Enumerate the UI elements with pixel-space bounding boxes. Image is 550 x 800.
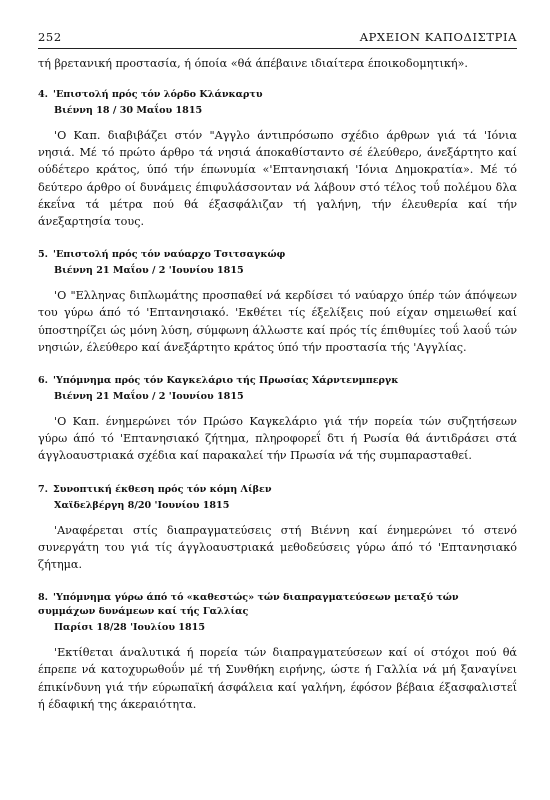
running-title: ΑΡΧΕΙΟΝ ΚΑΠΟΔΙΣΤΡΙΑ xyxy=(359,30,517,44)
entry-body: 'Ο Καπ. ένημερώνει τόν Πρώσο Καγκελάριο γιά τήν πορεία τών συζητήσεων γύρω άπό τό 'Επτανησιακό ζήτημα, πληροφορεΐ δτι ή Ρωσία θά άντιδράσει στά άγγλοαυστριακά σχέδια καί παρακαλεί τήν Πρωσία νά τής συμπαρασταθεί. xyxy=(38,415,517,463)
entry-title xyxy=(38,483,517,497)
entry-title-text: 'Επιστολή πρός τόν λόρδο Κλάνκαρτυ xyxy=(53,89,263,100)
entry-5 xyxy=(38,248,517,356)
entry-title-text: Συνοπτική έκθεση πρός τόν κόμη Λίβεν xyxy=(53,483,272,495)
page-number: 252 xyxy=(38,30,62,44)
entry-6 xyxy=(38,374,517,465)
entry-body: 'Ο Καπ. διαβιβάζει στόν "Αγγλο άντιπρόσωπο σχέδιο άρθρων γιά τά 'Ιόνια νησιά. Μέ τό πρώτο άρθρο τά νησιά άποκαθίσταντο σέ έλεύθερο, άνεξάρτητο καί ούδέτερο κράτος, ύπό τήν έπωνυμία «'Επτανησιακή 'Ιόνια Δημοκρατία». Μέ τό δεύτερο άρθρο οί δυνάμεις έπιφυλάσσονταν νά λάβουν στό τέλος τοΰ πολέμου δλα έκεΐνα τά μέτρα πού θά έξασφάλιζαν τή γαλήνη, τήν έλευθερία καί τήν άνεξαρτησία τους. xyxy=(38,129,517,229)
entry-place-date: Παρίσι 18/28 'Ιουλίου 1815 xyxy=(54,622,206,634)
entry-place-date: Βιέννη 21 Μαΐου / 2 'Ιουνίου 1815 xyxy=(54,391,244,403)
entry-number: 8. xyxy=(38,592,49,604)
entry-number: 7. xyxy=(38,483,49,495)
entry-title xyxy=(38,374,517,388)
entry-place-date: Βιέννη 18 / 30 Μαΐου 1815 xyxy=(54,105,203,116)
entry-number: 4. xyxy=(38,89,49,100)
entry-body: 'Αναφέρεται στίς διαπραγματεύσεις στή Βιέννη καί ένημερώνει τό στενό συνεργάτη του γιά τίς άγγλοαυστριακά μεθοδεύσεις γύρω άπό τό 'Επτανησιακό ζήτημα. xyxy=(38,523,517,572)
entry-title xyxy=(38,248,517,262)
entry-body: 'Ο "Ελληνας διπλωμάτης προσπαθεί νά κερδίσει τό ναύαρχο ύπέρ τών άπόψεων του γύρω άπό τό 'Επτανησιακό. 'Εκθέτει τίς έξελίξεις πού είχαν σημειωθεί καί ύποστηρίζει ώς μόνη λύση, σύμφωνη άλλωστε καί πρός τίς έπιθυμίες τοΰ λαοΰ τών νησιών, έλεύθερο καί άνεξάρτητο κράτος ύπό τήν προστασία τής 'Αγγλίας. xyxy=(38,289,517,354)
continuation-paragraph: τή βρετανική προστασία, ή όποία «θά άπέβαινε ιδιαίτερα έποικοδομητική». xyxy=(38,57,468,70)
entry-title xyxy=(38,88,517,102)
entry-title-text: 'Επιστολή πρός τόν ναύαρχο Τσιτσαγκώφ xyxy=(53,249,286,261)
entry-4 xyxy=(38,88,517,230)
entry-title xyxy=(38,591,517,619)
entry-7 xyxy=(38,483,517,574)
entry-title-text: 'Υπόμνημα γύρω άπό τό «καθεστώς» τών διαπραγματεύσεων μεταξύ τών συμμάχων δυνάμεων καί τής Γαλλίας xyxy=(38,592,459,618)
entry-body: 'Εκτίθεται άναλυτικά ή πορεία τών διαπραγματεύσεων καί οί στόχοι πού θά έπρεπε νά κατοχυρωθοΰν μέ τή Συνθήκη ειρήνης, ώστε ή Γαλλία νά μή ξαναγίνει έπικίνδυνη γιά τήν εύρωπαϊκή άσφάλεια καί γαλήνη, έφόσον βέβαια έξασφαλιστεΐ ή έδαφική της άκεραιότητα. xyxy=(38,646,517,711)
entry-place-date: Βιέννη 21 Μαΐου / 2 'Ιουνίου 1815 xyxy=(54,265,244,277)
entry-number: 5. xyxy=(38,249,49,261)
page-header xyxy=(38,30,517,49)
entry-title-text: 'Υπόμνημα πρός τόν Καγκελάριο τής Πρωσίας Χάρντενμπεργκ xyxy=(53,375,399,387)
entry-8 xyxy=(38,591,517,713)
entry-place-date: Χαϊδελβέργη 8/20 'Ιουνίου 1815 xyxy=(54,499,230,511)
entry-number: 6. xyxy=(38,375,49,387)
